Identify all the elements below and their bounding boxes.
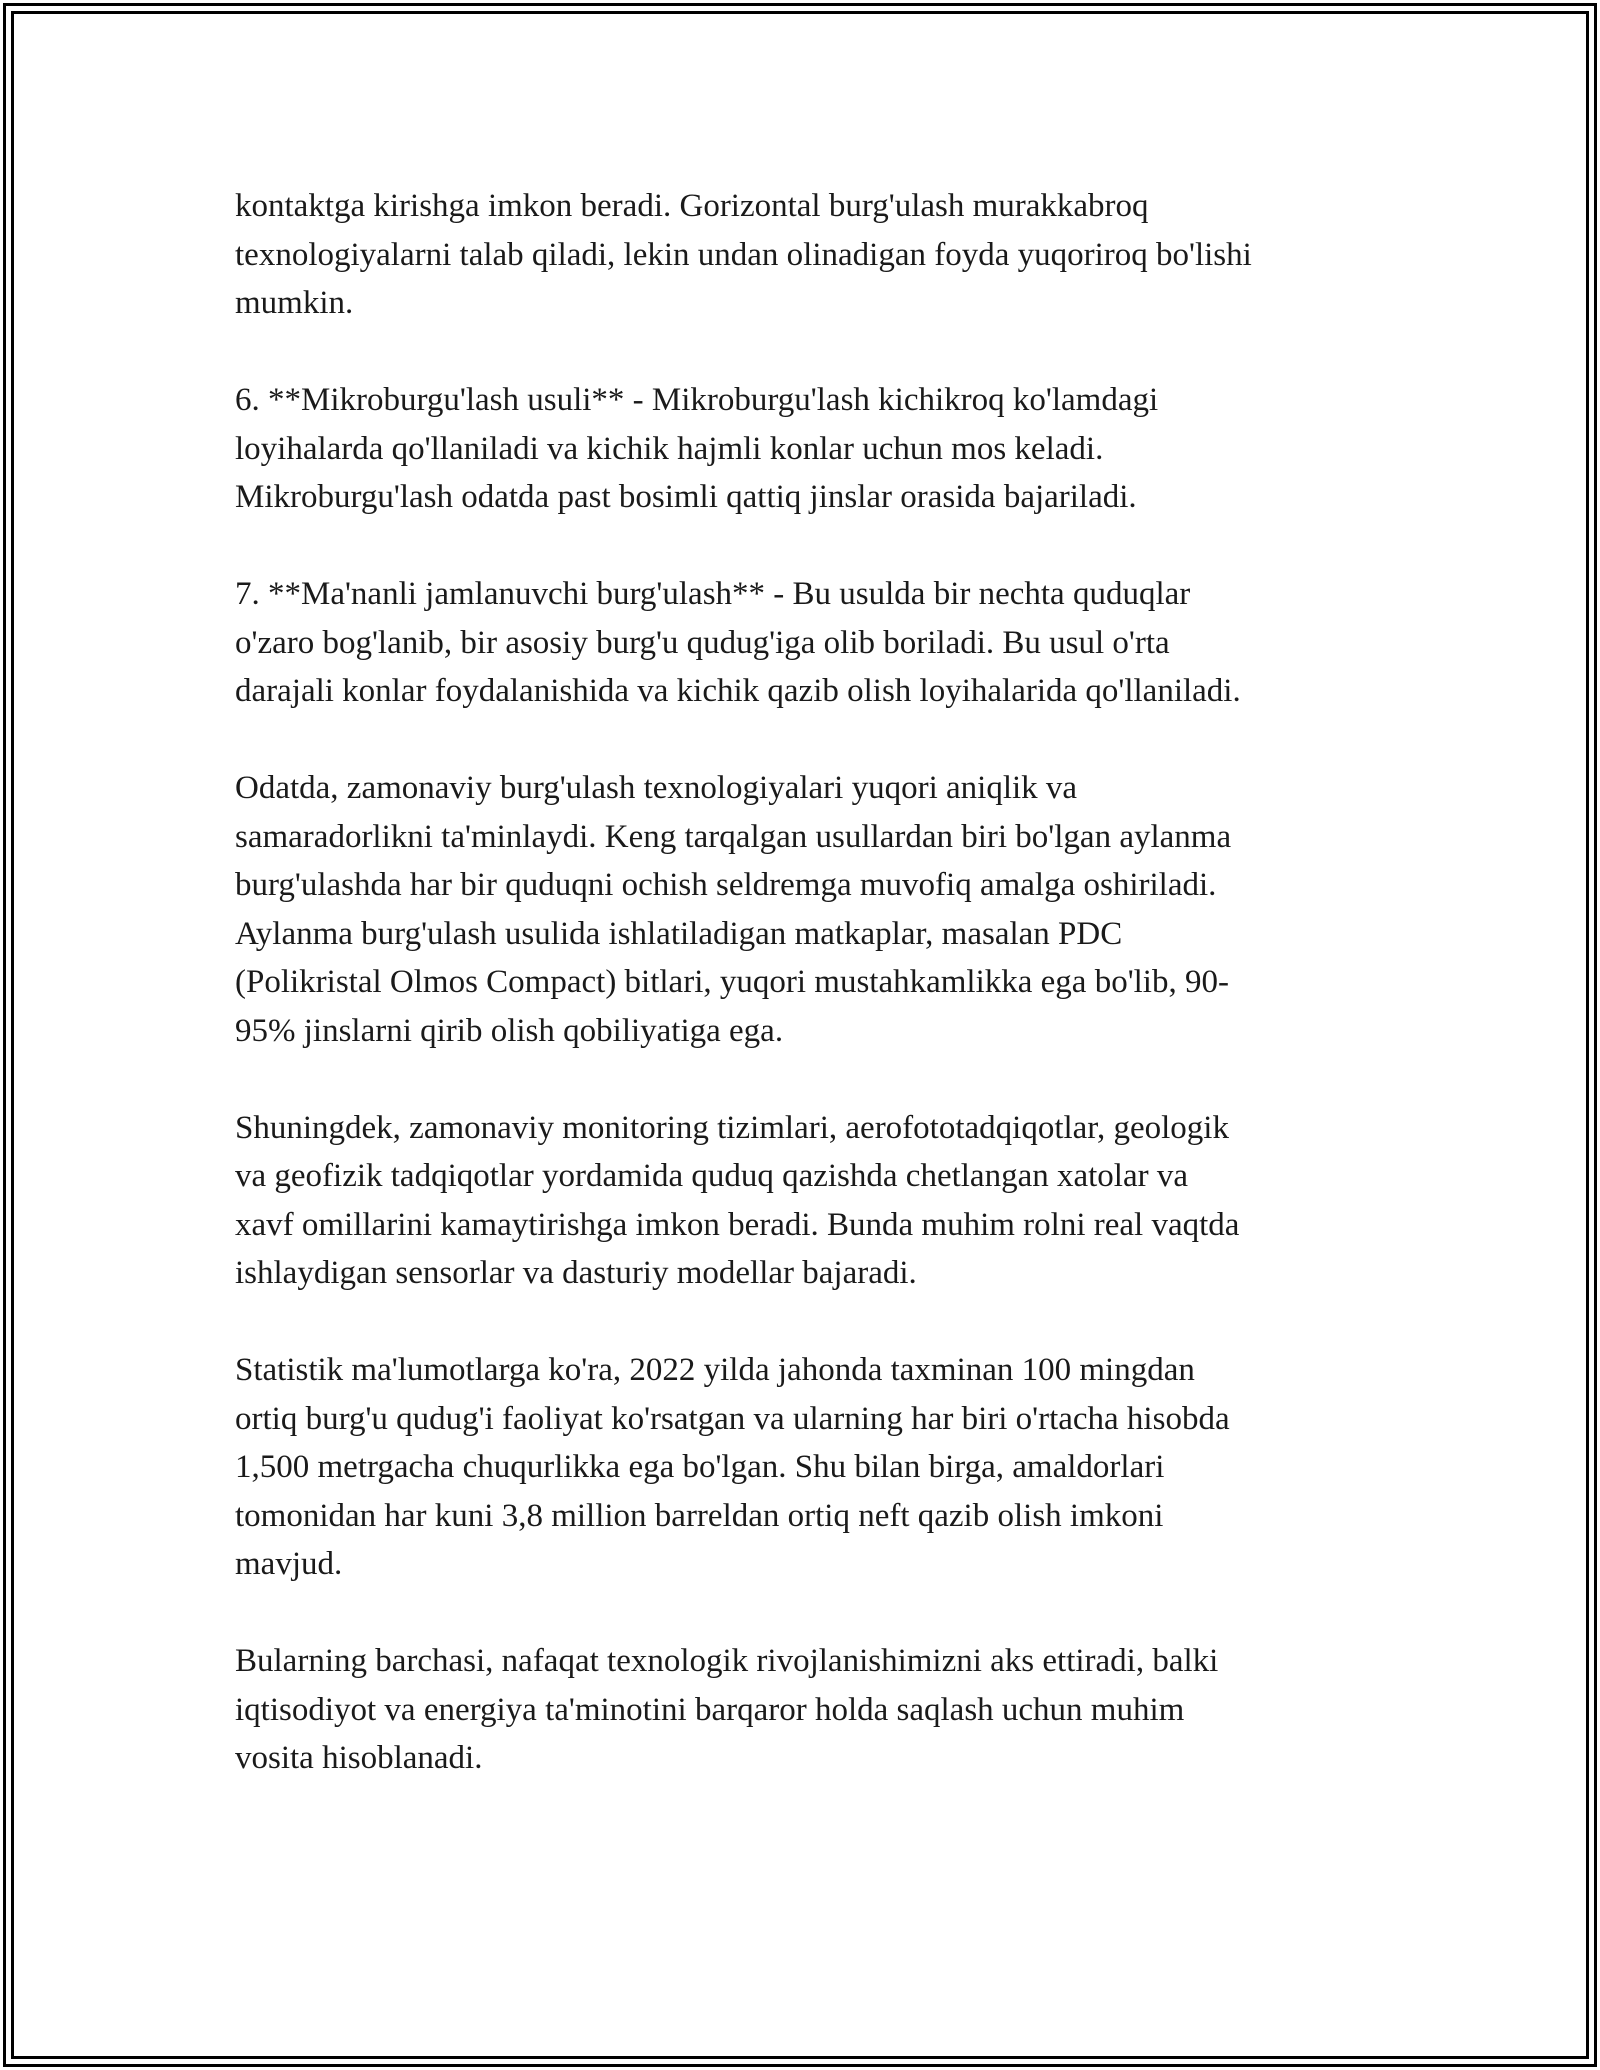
paragraph-continuation: kontaktga kirishga imkon beradi. Gorizontal burg'ulash murakkabroq texnologiyalarni talab qiladi, lekin undan olinadigan foyda yuqoriroq bo'lishi mumkin. xyxy=(235,188,1252,321)
paragraph-item-6-microdrilling: 6. **Mikroburgu'lash usuli** - Mikroburgu'lash kichikroq ko'lamdagi loyihalarda qo'llaniladi va kichik hajmli konlar uchun mos keladi. Mikroburgu'lash odatda past bosimli qattiq jinslar orasida bajariladi. xyxy=(235,382,1159,515)
paragraph-modern-technologies: Odatda, zamonaviy burg'ulash texnologiyalari yuqori aniqlik va samaradorlikni ta'minlaydi. Keng tarqalgan usullardan biri bo'lgan aylanma burg'ulashda har bir quduqni ochish seldremga muvofiq amalga oshiriladi. Aylanma burg'ulash usulida ishlatiladigan matkaplar, masalan PDC (Polikristal Olmos Compact) bitlari, yuqori mustahkamlikka ega bo'lib, 90- 95% jinslarni qirib olish qobiliyatiga ega. xyxy=(235,770,1232,1049)
paragraph-monitoring-systems: Shuningdek, zamonaviy monitoring tizimlari, aerofototadqiqotlar, geologik va geofizik tadqiqotlar yordamida quduq qazishda chetlangan xatolar va xavf omillarini kamaytirishga imkon beradi. Bunda muhim rolni real vaqtda ishlaydigan sensorlar va dasturiy modellar bajaradi. xyxy=(235,1109,1240,1291)
document-body xyxy=(235,182,1365,1783)
paragraph-statistics: Statistik ma'lumotlarga ko'ra, 2022 yilda jahonda taxminan 100 mingdan ortiq burg'u qudug'i faoliyat ko'rsatgan va ularning har biri o'rtacha hisobda 1,500 metrgacha chuqurlikka ega bo'lgan. Shu bilan birga, amaldorlari tomonidan har kuni 3,8 million barreldan ortiq neft qazib olish imkoni mavjud. xyxy=(235,1352,1230,1582)
paragraph-item-7-cluster-drilling: 7. **Ma'nanli jamlanuvchi burg'ulash** - Bu usulda bir nechta quduqlar o'zaro bog'lanib, bir asosiy burg'u qudug'iga olib boriladi. Bu usul o'rta darajali konlar foydalanishida va kichik qazib olish loyihalarida qo'llaniladi. xyxy=(235,576,1241,709)
paragraph-conclusion: Bularning barchasi, nafaqat texnologik rivojlanishimizni aks ettiradi, balki iqtisodiyot va energiya ta'minotini barqaror holda saqlash uchun muhim vosita hisoblanadi. xyxy=(235,1643,1219,1776)
